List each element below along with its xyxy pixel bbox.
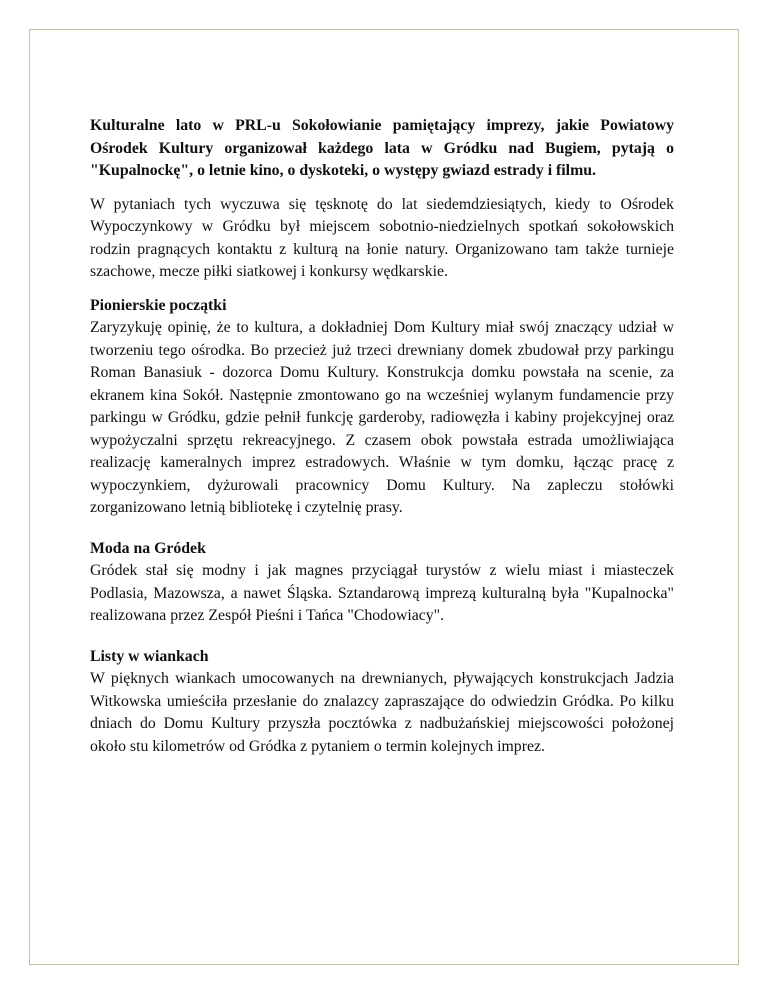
section-heading: Listy w wiankach xyxy=(90,647,209,665)
section-listy-w-wiankach xyxy=(90,646,674,759)
section-body: Gródek stał się modny i jak magnes przyciągał turystów z wielu miast i miasteczek Podlasia, Mazowsza, a nawet Śląska. Sztandarową imprezą kulturalną była "Kupalnocka" realizowana przez Zespół Pieśni i Tańca "Chodowiacy". xyxy=(90,562,674,624)
document-body xyxy=(90,115,674,776)
section-body: W pięknych wiankach umocowanych na drewnianych, pływających konstrukcjach Jadzia Witkowska umieściła przesłanie do znalazcy zapraszające do odwiedzin Gródka. Po kilku dniach do Domu Kultury przyszła pocztówka z nadbużańskiej miejscowości położonej około stu kilometrów od Gródka z pytaniem o termin kolejnych imprez. xyxy=(90,670,674,755)
lead-paragraph: Kulturalne lato w PRL-u Sokołowianie pamiętający imprezy, jakie Powiatowy Ośrodek Kultury organizował każdego lata w Gródku nad Bugiem, pytają o "Kupalnockę", o letnie kino, o dyskoteki, o występy gwiazd estrady i filmu. xyxy=(90,117,674,179)
section-heading: Moda na Gródek xyxy=(90,539,206,557)
intro-paragraph: W pytaniach tych wyczuwa się tęsknotę do lat siedemdziesiątych, kiedy to Ośrodek Wypoczynkowy w Gródku był miejscem sobotnio-niedzielnych spotkań sokołowskich rodzin pragnących kontaktu z kulturą na łonie natury. Organizowano tam także turnieje szachowe, mecze piłki siatkowej i konkursy wędkarskie. xyxy=(90,195,674,280)
section-heading: Pionierskie początki xyxy=(90,296,227,314)
section-body: Zaryzykuję opinię, że to kultura, a dokładniej Dom Kultury miał swój znaczący udział w tworzeniu tego ośrodka. Bo przecież już trzeci drewniany domek zbudował przy parkingu Roman Banasiuk - dozorca Domu Kultury. Konstrukcja domku powstała na scenie, za ekranem kina Sokół. Następnie zmontowano go na wcześniej wylanym fundamencie przy parkingu w Gródku, gdzie pełnił funkcję garderoby, radiowęzła i kabiny projekcyjnej oraz wypożyczalni sprzętu rekreacyjnego. Z czasem obok powstała estrada umożliwiająca realizację kameralnych imprez estradowych. Właśnie w tym domku, łącząc pracę z wypoczynkiem, dyżurowali pracownicy Domu Kultury. Na zapleczu stołówki zorganizowano letnią bibliotekę i czytelnię prasy. xyxy=(90,319,674,516)
section-moda-na-grodek xyxy=(90,538,674,628)
section-pionierskie-poczatki xyxy=(90,295,674,520)
